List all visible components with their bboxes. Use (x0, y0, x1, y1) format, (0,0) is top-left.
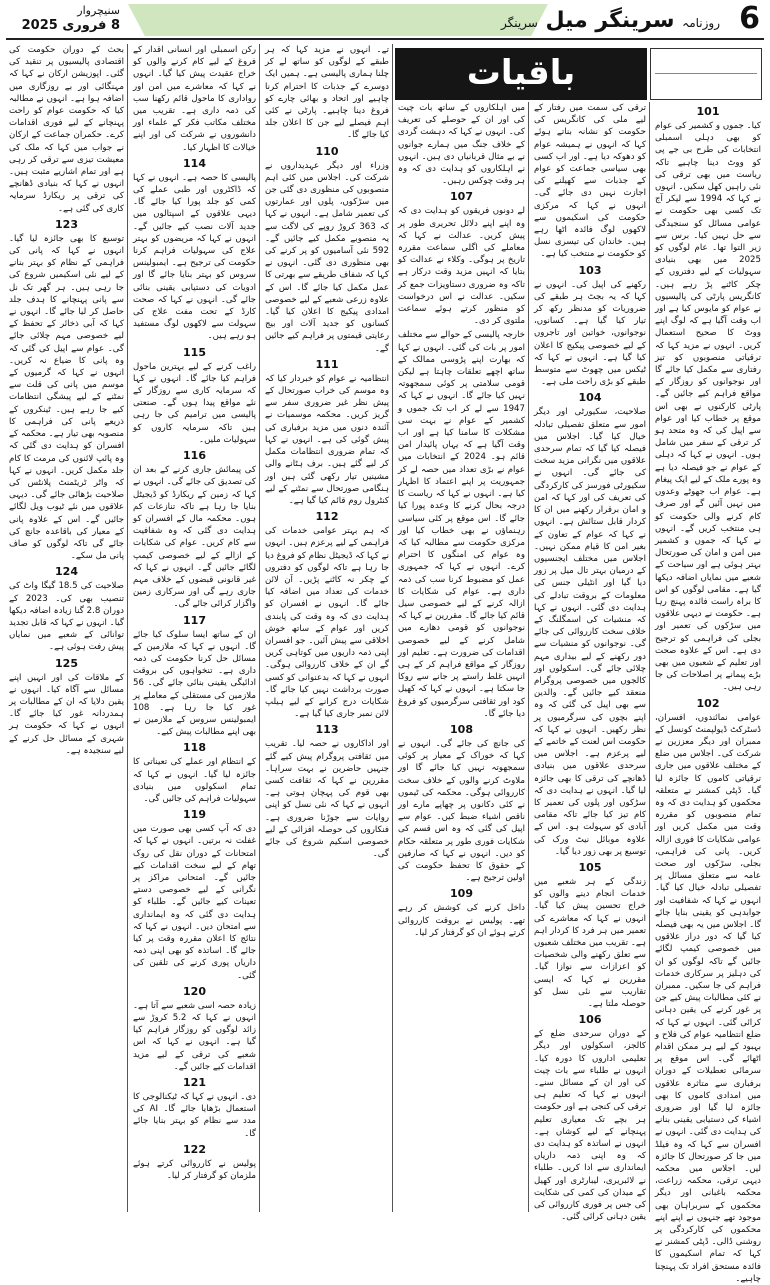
item-text: کہ ہم بہتر عوامی خدمات کی فراہمی کے لیے پرعزم ہیں۔ انہوں نے کہا کہ ڈیجیٹل نظام کو فروغ دیا جا رہا ہے تاکہ لوگوں کو دفتروں کے چکر نہ کاٹنے پڑیں۔ آن لائن خدمات کی تعداد میں اضافہ کیا جائے گا۔ انہوں نے افسران کو ہدایت دی کہ وہ وقت کی پابندی کریں اور عوام کے ساتھ خوش اخلاقی سے پیش آئیں۔ جو افسران اپنی ذمہ داریوں میں کوتاہی کریں گے ان کے خلاف کارروائی ہوگی۔ انہوں نے کہا کہ بدعنوانی کو کسی صورت برداشت نہیں کیا جائے گا۔ شکایات درج کرانے کے لیے ہیلپ لائن نمبر جاری کیا گیا ہے۔ (265, 526, 389, 720)
item-number: 125 (55, 656, 78, 670)
paper-city: سرینگر (500, 16, 538, 30)
news-item (265, 723, 389, 860)
column-rule (649, 102, 650, 1212)
item-text: رکھنے کی اپیل کی۔ انہوں نے کہا کہ یہ بجٹ ہر طبقے کی ضروریات کو مدنظر رکھ کر تیار کیا گیا ہے۔ کسانوں، نوجوانوں، خواتین اور تاجروں کے لیے خصوصی پیکیج کا اعلان کیا گیا ہے۔ انہوں نے کہا کہ ٹیکس میں چھوٹ سے متوسط طبقے کو بڑی راحت ملی ہے۔ (534, 279, 646, 388)
item-text: کے دوران سرحدی ضلع کے کالجز، اسکولوں اور دیگر تعلیمی اداروں کا دورہ کیا۔ انہوں نے طلباء سے بات چیت کی اور ان کے مسائل سنے۔ انہوں نے کہا کہ تعلیم ہی ترقی کی کنجی ہے اور حکومت ہر بچے تک معیاری تعلیم پہنچانے کے لیے کوشاں ہے۔ انہوں نے اساتذہ کو ہدایت دی کہ وہ اپنی ذمہ داریاں ایمانداری سے ادا کریں۔ طلباء نے لائبریری، لیبارٹری اور کھیل کے میدان کی کمی کی شکایت کی جس پر فوری کارروائی کی یقین دہانی کرائی گئی۔ (534, 1029, 646, 1223)
news-item (534, 391, 646, 858)
item-text: دی۔ انہوں نے کہا کہ ٹیکنالوجی کا استعمال بڑھایا جائے گا۔ AI کی مدد سے نظام کو بہتر بنایا جائے گا۔ (133, 1092, 256, 1139)
news-item (133, 614, 256, 739)
news-item (534, 1013, 646, 1223)
news-item (534, 102, 646, 261)
masthead (6, 1, 764, 40)
article-column-3 (395, 102, 528, 1212)
issue-date: 8 فروری 2025 (21, 18, 120, 33)
news-item (133, 449, 256, 610)
item-text: ترقی کی سمت میں رفتار کے لیے ملی کی کانگریس کی حکومت کو نشانہ بناتے ہوئے کہا کہ انہوں نے ہمیشہ عوام کو دھوکہ دیا ہے۔ اور اب کسی بھی سیاسی جماعت کو عوام کے جذبات سے کھیلنے کی اجازت نہیں دی جائے گی۔ انہوں نے کہا کہ مرکزی حکومت کی اسکیموں سے لاکھوں لوگ فائدہ اٹھا رہے ہیں۔ خاندان کی تیسری نسل کو حکومت نے منتخب کیا ہے۔ (534, 103, 646, 260)
news-item (398, 329, 525, 720)
item-text: لے دونوں فریقوں کو ہدایت دی کہ وہ اپنے اپنے دلائل تحریری طور پر پیش کریں۔ عدالت نے کہا کہ معاملے کی اگلی سماعت مقررہ تاریخ پر ہوگی۔ وکلاء نے عدالت کو بتایا کہ انہیں مزید وقت درکار ہے تاکہ وہ ضروری دستاویزات جمع کر سکیں۔ عدالت نے اس درخواست کو منظور کرتے ہوئے سماعت ملتوی کر دی۔ (398, 206, 525, 327)
item-text: کے ملاقات کی اور انہیں اپنے مسائل سے آگاہ کیا۔ انہوں نے یقین دلایا کہ ان کے مطالبات پر ہمدردانہ غور کیا جائے گا۔ انہوں نے کہا کہ حکومت ہر شہری کے مسائل حل کرنے کے لیے سنجیدہ ہے۔ (9, 672, 124, 756)
news-item (133, 1076, 256, 1140)
news-item (655, 697, 761, 1285)
item-text: پولیس نے کارروائی کرتے ہوئے ملزمان کو گرفتار کر لیا۔ (133, 1158, 256, 1182)
item-text: عوامی نمائندوں، افسران، ڈسٹرکٹ ڈیولپمنٹ کونسل کے ممبران اور دیگر معززین نے شرکت کی۔ اجلاس میں ضلع کے مختلف علاقوں میں جاری ترقیاتی کاموں کا جائزہ لیا گیا۔ ڈپٹی کمشنر نے متعلقہ محکموں کو ہدایت دی کہ وہ تمام منصوبوں کو مقررہ وقت میں مکمل کریں اور عوامی شکایات کا فوری ازالہ کریں۔ پانی کی فراہمی، بجلی، سڑکوں اور صحت عامہ سے متعلق مسائل پر تفصیلی تبادلہ خیال کیا گیا۔ انہوں نے کہا کہ شفافیت اور جوابدہی کو یقینی بنایا جائے گا۔ اجلاس میں یہ بھی فیصلہ کیا گیا کہ دور دراز علاقوں میں خصوصی کیمپ لگائے جائیں گے تاکہ لوگوں کو ان کی دہلیز پر سرکاری خدمات فراہم کی جا سکیں۔ ممبران نے کئی مطالبات پیش کیے جن پر غور کرنے کی یقین دہانی کرائی گئی۔ انہوں نے کہا کہ ضلع انتظامیہ عوام کی فلاح و بہبود کے لیے ہر ممکن اقدام اٹھائے گی۔ اس موقع پر سرمائی تعطیلات کے دوران برفباری سے متاثرہ علاقوں میں امدادی کاموں کا بھی جائزہ لیا گیا اور ضروری اشیاء کی دستیابی یقینی بنانے کی ہدایت دی گئی۔ انہوں نے افسران سے کہا کہ وہ فیلڈ میں جا کر صورتحال کا جائزہ لیں۔ اجلاس میں محکمہ دیہی ترقی، محکمہ زراعت، محکمہ باغبانی اور دیگر محکموں کے سربراہان بھی موجود تھے جنہوں نے اپنے اپنے محکموں کی کارکردگی پر روشنی ڈالی۔ ڈپٹی کمشنر نے کہا کہ تمام اسکیموں کا فائدہ مستحق افراد تک پہنچنا چاہیے۔ (655, 712, 761, 1284)
item-number: 113 (315, 723, 339, 737)
item-number: 107 (450, 190, 473, 204)
news-item (265, 510, 389, 720)
item-number: 116 (183, 449, 206, 463)
article-column-4 (262, 44, 392, 1212)
news-item (265, 358, 389, 507)
item-number: 112 (315, 510, 339, 524)
item-number: 101 (696, 105, 720, 118)
item-number: 121 (183, 1076, 206, 1090)
item-number: 119 (183, 808, 206, 822)
column-rule (392, 44, 393, 1212)
banner-inset-box (650, 48, 762, 100)
item-number: 102 (696, 696, 720, 710)
item-text: زندگی کے ہر شعبے میں خدمات انجام دینے والوں کو خراج تحسین پیش کیا گیا۔ انہوں نے کہا کہ معاشرے کی تعمیر میں ہر فرد کا کردار اہم ہے۔ تقریب میں مختلف شعبوں سے تعلق رکھنے والی شخصیات کو اعزازات سے نوازا گیا۔ مقررین نے کہا کہ ایسی تقاریب سے نئی نسل کو حوصلہ ملتا ہے۔ (534, 876, 646, 1010)
item-number: 104 (578, 391, 602, 405)
item-text: کی پیمائش جاری کرنے کے بعد ان کی تصدیق کی جائے گی۔ انہوں نے کہا کہ زمین کے ریکارڈ کو ڈیجیٹل بنایا جا رہا ہے تاکہ تنازعات کم ہوں۔ محکمہ مال کے افسران کو ہدایت دی گئی کہ وہ شفافیت سے کام کریں۔ عوام کی شکایات کے ازالے کے لیے خصوصی کیمپ لگائے جائیں گے۔ انہوں نے کہا کہ غیر قانونی قبضوں کے خلاف مہم جاری رہے گی اور سرکاری زمین واگزار کرائی جائے گی۔ (133, 465, 256, 610)
item-text: پالیسی کا حصہ ہے۔ انہوں نے کہا کہ ڈاکٹروں اور طبی عملے کی کمی کو جلد پورا کیا جائے گا۔ دیہی علاقوں کے اسپتالوں میں جدید آلات نصب کیے جائیں گے۔ انہوں نے کہا کہ مریضوں کو بہتر علاج کی سہولیات فراہم کرنا حکومت کی ترجیح ہے۔ ایمبولینس سروس کو بہتر بنایا جائے گا اور ادویات کی دستیابی یقینی بنائی جائے گی۔ انہوں نے کہا کہ صحت کارڈ کے تحت مفت علاج کی سہولت سے لاکھوں لوگ مستفید ہو رہے ہیں۔ (133, 172, 256, 342)
news-item (534, 861, 646, 1010)
item-number: 108 (450, 722, 473, 736)
item-text: ان کے ساتھ ایسا سلوک کیا جائے گا۔ انہوں نے کہا کہ ملازمین کے مسائل حل کرنا حکومت کی ذمہ داری ہے۔ تنخواہوں کی بروقت ادائیگی یقینی بنائی جائے گی۔ 56 ملازمین کی مستقلی کے معاملے پر غور کیا جا رہا ہے۔ 108 ایمبولینس سروس کے ملازمین نے بھی اپنے مطالبات پیش کیے۔ (133, 629, 256, 738)
masthead-green-band (128, 4, 548, 36)
item-number: 111 (315, 357, 339, 371)
section-banner (395, 48, 647, 100)
paper-prefix: روزنامہ (682, 16, 720, 30)
item-text: میں اہلکاروں کے ساتھ بات چیت کی اور ان کے حوصلے کی تعریف کی۔ انہوں نے کہا کہ دہشت گردی کے خلاف جنگ میں ہمارے جوانوں نے بے مثال قربانیاں دی ہیں۔ انہوں نے اہلکاروں کو ہدایت دی کہ وہ ہر وقت چوکس رہیں۔ (398, 103, 525, 187)
item-text: داخل کرنے کی کوشش کر رہے تھے۔ پولیس نے بروقت کارروائی کرتے ہوئے ان کو گرفتار کر لیا۔ (398, 903, 525, 938)
item-text: رکن اسمبلی اور انسانی اقدار کے فروغ کے لیے کام کرنے والوں کو خراج عقیدت پیش کیا گیا۔ انہوں نے کہا کہ معاشرے میں امن اور رواداری کا ماحول قائم رکھنا سب کی ذمہ داری ہے۔ تقریب میں مختلف مکاتب فکر کے علماء اور دانشوروں نے شرکت کی اور اپنے خیالات کا اظہار کیا۔ (133, 45, 256, 153)
news-item (133, 1143, 256, 1182)
item-text: اور اداکاروں نے حصہ لیا۔ تقریب میں ثقافتی پروگرام پیش کیے گئے جنہیں حاضرین نے بہت سراہا۔ مقررین نے کہا کہ ثقافت کسی بھی قوم کی پہچان ہوتی ہے۔ انہوں نے کہا کہ نئی نسل کو اپنی روایات سے جوڑنا ضروری ہے۔ فنکاروں کی حوصلہ افزائی کے لیے خصوصی اسکیم شروع کی جائے گی۔ (265, 739, 389, 860)
news-item (9, 565, 124, 653)
item-number: 117 (183, 613, 206, 627)
item-number: 118 (183, 741, 206, 755)
section-title: باقیات (466, 53, 576, 93)
item-text: کیا۔ جموں و کشمیر کی عوام کو بھی دہلی اسمبلی انتخابات کی طرح بی جے پی کو ووٹ دینا چاہیے تاکہ ریاست میں بھی ترقی کی نئی راہیں کھل سکیں۔ انہوں نے کہا کہ 1994 سے لیکر آج تک کسی بھی حکومت نے عوامی مسائل کو سنجیدگی سے حل نہیں کیا۔ برس سے زیر التوا تھا۔ عام لوگوں کو 2025 میں بھی بنیادی سہولیات کے لیے دفتروں کے چکر کاٹنے پڑ رہے ہیں۔ کانگریس پارٹی کی پالیسیوں نے عوام کو مایوس کیا ہے اور اب وقت آگیا ہے کہ لوگ اپنے ووٹ کا صحیح استعمال کریں۔ انہوں نے مزید کہا کہ ترقیاتی منصوبوں کو تیز رفتاری سے مکمل کیا جائے گا اور نوجوانوں کو روزگار کے مواقع فراہم کیے جائیں گے۔ پارٹی کارکنوں نے بھی اس موقع پر خطاب کیا اور عوام سے اپیل کی کہ وہ متحد ہو کر ترقی کے سفر میں شامل ہوں۔ انہوں نے کہا کہ دہلی کے عوام نے جو فیصلہ دیا ہے وہ پورے ملک کے لیے ایک پیغام ہے۔ عوام اب جھوٹے وعدوں میں نہیں آئیں گے اور صرف کام کرنے والی حکومت کو ہی منتخب کریں گے۔ انہوں نے کہا کہ جموں و کشمیر میں امن و امان کی صورتحال بہتر ہوئی ہے اور سیاحت کے شعبے میں نمایاں اضافہ دیکھا گیا ہے۔ مقامی لوگوں کو اس کا براہ راست فائدہ پہنچ رہا ہے۔ حکومت نے دیہی علاقوں میں سڑکوں کی تعمیر اور بجلی کی فراہمی کو ترجیح دی ہے۔ اس کے علاوہ صحت اور تعلیم کے شعبوں میں بھی بڑے پیمانے پر اصلاحات کی جا رہی ہیں۔ (655, 121, 761, 693)
news-item (398, 102, 525, 187)
item-text: کی جانچ کی جائے گی۔ انہوں نے کہا کہ خوراک کے معیار پر کوئی سمجھوتہ نہیں کیا جائے گا اور ملاوٹ کرنے والوں کے خلاف سخت کارروائی ہوگی۔ محکمہ کی ٹیموں نے کئی دکانوں پر چھاپے مارے اور ناقص اشیاء ضبط کیں۔ عوام سے اپیل کی گئی کہ وہ اس قسم کی شکایات فوری طور پر متعلقہ حکام کو دیں۔ انہوں نے کہا کہ صارفین کے حقوق کا تحفظ حکومت کی اولین ترجیح ہے۔ (398, 738, 525, 884)
item-number: 124 (55, 565, 78, 579)
news-item (133, 741, 256, 805)
item-text: صلاحیت کی 18.5 گیگا واٹ کی تنصیب بھی کی۔ 2023 کے دوران 2.8 گنا زیادہ اضافہ دیکھا گیا۔ انہوں نے کہا کہ قابل تجدید توانائی کے شعبے میں نمایاں پیش رفت ہوئی ہے۔ (9, 581, 124, 653)
column-rule (127, 44, 128, 1212)
item-text: وزراء اور دیگر عہدیداروں نے شرکت کی۔ اجلاس میں کئی اہم منصوبوں کی منظوری دی گئی جن میں سڑکوں، پلوں اور عمارتوں کی تعمیر شامل ہے۔ انہوں نے کہا کہ 363 کروڑ روپے کی لاگت سے یہ منصوبے مکمل کیے جائیں گے۔ 592 نئی آسامیوں کو پر کرنے کی بھی منظوری دی گئی۔ انہوں نے کہا کہ شفاف طریقے سے بھرتی کا عمل مکمل کیا جائے گا۔ اس کے علاوہ زرعی شعبے کے لیے خصوصی امدادی پیکیج کا اعلان کیا گیا۔ کسانوں کو جدید آلات اور بیج رعایتی قیمتوں پر فراہم کیے جائیں گے۔ (265, 160, 389, 354)
item-number: 120 (183, 984, 206, 998)
news-item (655, 105, 761, 694)
item-number: 103 (578, 263, 602, 277)
column-rule (528, 102, 529, 1212)
news-item (133, 44, 256, 154)
item-text: خارجہ پالیسی کے حوالے سے مختلف امور پر بات کی گئی۔ انہوں نے کہا کہ بھارت اپنے پڑوسی ممالک کے ساتھ اچھے تعلقات چاہتا ہے لیکن قومی سلامتی پر کوئی سمجھوتہ نہیں کیا جائے گا۔ انہوں نے کہا کہ 1947 سے لے کر اب تک جموں و کشمیر کے عوام نے بہت سی مشکلات کا سامنا کیا ہے اور اب وقت آگیا ہے کہ یہاں پائیدار امن قائم ہو۔ 2024 کے انتخابات میں عوام نے بڑی تعداد میں حصہ لے کر جمہوریت پر اپنے اعتماد کا اظہار کیا ہے۔ انہوں نے کہا کہ ریاست کا درجہ بحال کرنے کا وعدہ پورا کیا جائے گا۔ اس موقع پر کئی سیاسی رہنماؤں نے بھی خطاب کیا اور مرکزی حکومت سے مطالبہ کیا کہ وہ عوام کی امنگوں کا احترام کرے۔ انہوں نے کہا کہ جمہوری عمل کو مضبوط کرنا سب کی ذمہ داری ہے۔ عوام کی شکایات کا ازالہ کرنے کے لیے خصوصی سیل قائم کیا جائے گا۔ مقررین نے کہا کہ نوجوانوں کو قومی دھارے میں شامل کرنے کے لیے خصوصی اقدامات کی ضرورت ہے۔ تعلیم اور روزگار کے مواقع فراہم کر کے ہی انہیں غلط راستے پر جانے سے روکا جا سکتا ہے۔ انہوں نے کہا کہ کھیل کود اور ثقافتی سرگرمیوں کو فروغ دیا جائے گا۔ (398, 330, 526, 719)
item-text: انتظامیہ نے عوام کو خبردار کیا کہ وہ موسم کی خراب صورتحال کے پیش نظر غیر ضروری سفر سے گریز کریں۔ محکمہ موسمیات نے آئندہ دنوں میں مزید برفباری کی پیش گوئی کی ہے۔ انہوں نے کہا کہ تمام ضروری انتظامات مکمل کر لیے گئے ہیں۔ برف ہٹانے والی مشینیں تیار رکھی گئی ہیں اور ہنگامی صورتحال سے نمٹنے کے لیے کنٹرول روم قائم کیا گیا ہے۔ (265, 373, 389, 506)
news-item (9, 218, 124, 562)
article-column-2 (531, 102, 649, 1223)
news-item (398, 887, 525, 939)
newspaper-name (501, 6, 720, 38)
news-item (398, 190, 525, 327)
item-text: توسیع کا بھی جائزہ لیا گیا۔ انہوں نے کہا کہ پانی کی فراہمی کے نظام کو بہتر بنانے کے لیے نئی اسکیمیں شروع کی جا رہی ہیں۔ ہر گھر تک نل سے پانی پہنچانے کا ہدف جلد حاصل کر لیا جائے گا۔ انہوں نے کہا کہ آبی ذخائر کے تحفظ کے لیے خصوصی مہم چلائی جائے گی۔ عوام سے اپیل کی گئی کہ وہ پانی کا ضیاع نہ کریں۔ انہوں نے کہا کہ گرمیوں کے موسم میں پانی کی قلت سے نمٹنے کے لیے پیشگی انتظامات کیے جا رہے ہیں۔ ٹینکروں کے ذریعے پانی کی فراہمی کا منصوبہ بھی تیار ہے۔ محکمہ کے افسران کو ہدایت دی گئی کہ وہ پائپ لائنوں کی مرمت کا کام جلد مکمل کریں۔ انہوں نے کہا کہ واٹر ٹریٹمنٹ پلانٹس کی صلاحیت بڑھائی جائے گی۔ دیہی علاقوں میں نئے ٹیوب ویل لگائے جائیں گے۔ اس کے علاوہ پانی کے معیار کی باقاعدہ جانچ کی جائے گی تاکہ لوگوں کو صاف پانی مل سکے۔ (9, 233, 124, 562)
item-number: 115 (183, 345, 206, 359)
news-item (9, 44, 124, 215)
item-text: تے۔ انہوں نے مزید کہا کہ ہر طبقے کے لوگوں کو ساتھ لے کر چلنا ہماری پالیسی ہے۔ ہمیں ایک دوسرے کے جذبات کا احترام کرنا چاہیے اور اتحاد و بھائی چارے کو فروغ دینا چاہیے۔ پارٹی نے کئی اہم فیصلے لیے جن کا اعلان جلد کیا جائے گا۔ (265, 45, 389, 141)
item-number: 109 (450, 887, 473, 901)
news-item (265, 145, 389, 355)
item-number: 114 (183, 156, 206, 170)
article-column-6 (6, 44, 127, 1212)
news-item (9, 657, 124, 757)
dateline (6, 4, 124, 38)
news-item (265, 44, 389, 142)
issue-day: سنیچروار (77, 4, 120, 17)
news-item (133, 808, 256, 982)
article-column-1 (652, 102, 764, 1284)
item-number: 105 (578, 860, 602, 874)
news-item (133, 157, 256, 343)
paper-title: سرینگر میل (545, 8, 675, 33)
item-number: 123 (55, 217, 78, 231)
column-rule (259, 44, 260, 1212)
item-number: 122 (183, 1142, 206, 1156)
news-item (133, 346, 256, 446)
news-item (398, 723, 525, 884)
item-text: بحث کے دوران حکومت کی اقتصادی پالیسیوں پر تنقید کی گئی۔ اپوزیشن ارکان نے کہا کہ مہنگائی اور بے روزگاری میں اضافہ ہوا ہے۔ انہوں نے مطالبہ کیا کہ حکومت عوام کو راحت پہنچانے کے لیے فوری اقدامات کرے۔ حکمران جماعت کے ارکان نے جواب میں کہا کہ ملک کی معیشت تیزی سے ترقی کر رہی ہے اور تمام اشاریے مثبت ہیں۔ انہوں نے کہا کہ بنیادی ڈھانچے کی ترقی پر ریکارڈ سرمایہ کاری کی گئی ہے۔ (9, 45, 124, 214)
page-number: 6 (739, 1, 760, 36)
news-item (534, 264, 646, 389)
item-text: کے انتظام اور عملے کی تعیناتی کا جائزہ لیا گیا۔ انہوں نے کہا کہ تمام اسکولوں میں بنیادی سہولیات فراہم کی جائیں گی۔ (133, 757, 256, 804)
item-text: راغب کرنے کے لیے بہترین ماحول فراہم کیا جائے گا۔ انہوں نے کہا کہ سرمایہ کاری سے روزگار کے نئے مواقع پیدا ہوں گے۔ صنعتی پالیسی میں ترامیم کی جا رہی ہیں تاکہ سرمایہ کاروں کو سہولیات ملیں۔ (133, 361, 256, 445)
item-text: زیادہ حصہ اسی شعبے سے آتا ہے۔ انہوں نے کہا کہ 5.2 کروڑ سے زائد لوگوں کو روزگار فراہم کیا گیا ہے۔ انہوں نے کہا کہ اس شعبے کی ترقی کے لیے مزید اقدامات کیے جائیں گے۔ (133, 1000, 256, 1072)
item-number: 110 (315, 144, 339, 158)
article-column-5 (130, 44, 259, 1212)
item-text: دی کہ آپ کسی بھی صورت میں غفلت نہ برتیں۔ انہوں نے کہا کہ امتحانات کے دوران نقل کی روک تھام کے لیے سخت اقدامات کیے جائیں گے۔ امتحانی مراکز پر نگرانی کے لیے خصوصی دستے تعینات کیے جائیں گے۔ طلباء کو ہدایت دی گئی کہ وہ ایمانداری سے امتحان دیں۔ انہوں نے کہا کہ نتائج کا اعلان مقررہ وقت پر کیا جائے گا۔ اساتذہ کو بھی اپنی ذمہ داریاں پوری کرنے کی تلقین کی گئی۔ (133, 824, 256, 981)
news-item (133, 985, 256, 1073)
item-text: صلاحیت، سکیورٹی اور دیگر امور سے متعلق تفصیلی تبادلہ خیال کیا گیا۔ اجلاس میں فیصلہ کیا گیا کہ تمام سرحدی علاقوں میں نگرانی مزید سخت کی جائے گی۔ انہوں نے سکیورٹی فورسز کی کارکردگی کی تعریف کی اور کہا کہ امن و امان برقرار رکھنے میں ان کا کردار قابل ستائش ہے۔ انہوں نے کہا کہ عوام کے تعاون کے بغیر امن کا قیام ممکن نہیں۔ اجلاس میں مختلف ایجنسیوں کے درمیان بہتر تال میل پر زور دیا گیا اور انٹیلی جنس کی معلومات کے بروقت تبادلے کی ہدایت دی گئی۔ انہوں نے کہا کہ منشیات کی اسمگلنگ کے خلاف سخت کارروائی کی جائے گی۔ نوجوانوں کو منشیات سے دور رکھنے کے لیے بیداری مہم چلائی جائے گی۔ اسکولوں اور کالجوں میں خصوصی پروگرام منعقد کیے جائیں گے۔ والدین سے بھی اپیل کی گئی کہ وہ اپنے بچوں کی سرگرمیوں پر نظر رکھیں۔ انہوں نے کہا کہ حکومت اس لعنت کے خاتمے کے لیے پرعزم ہے۔ اجلاس میں سرحدی علاقوں میں بنیادی ڈھانچے کی ترقی کا بھی جائزہ لیا گیا۔ انہوں نے ہدایت دی کہ سڑکوں اور پلوں کی تعمیر کا کام تیز کیا جائے تاکہ مقامی آبادی کو سہولت ہو۔ اس کے علاوہ موبائل نیٹ ورک کی توسیع پر بھی زور دیا گیا۔ (534, 407, 646, 857)
item-number: 106 (578, 1013, 602, 1027)
